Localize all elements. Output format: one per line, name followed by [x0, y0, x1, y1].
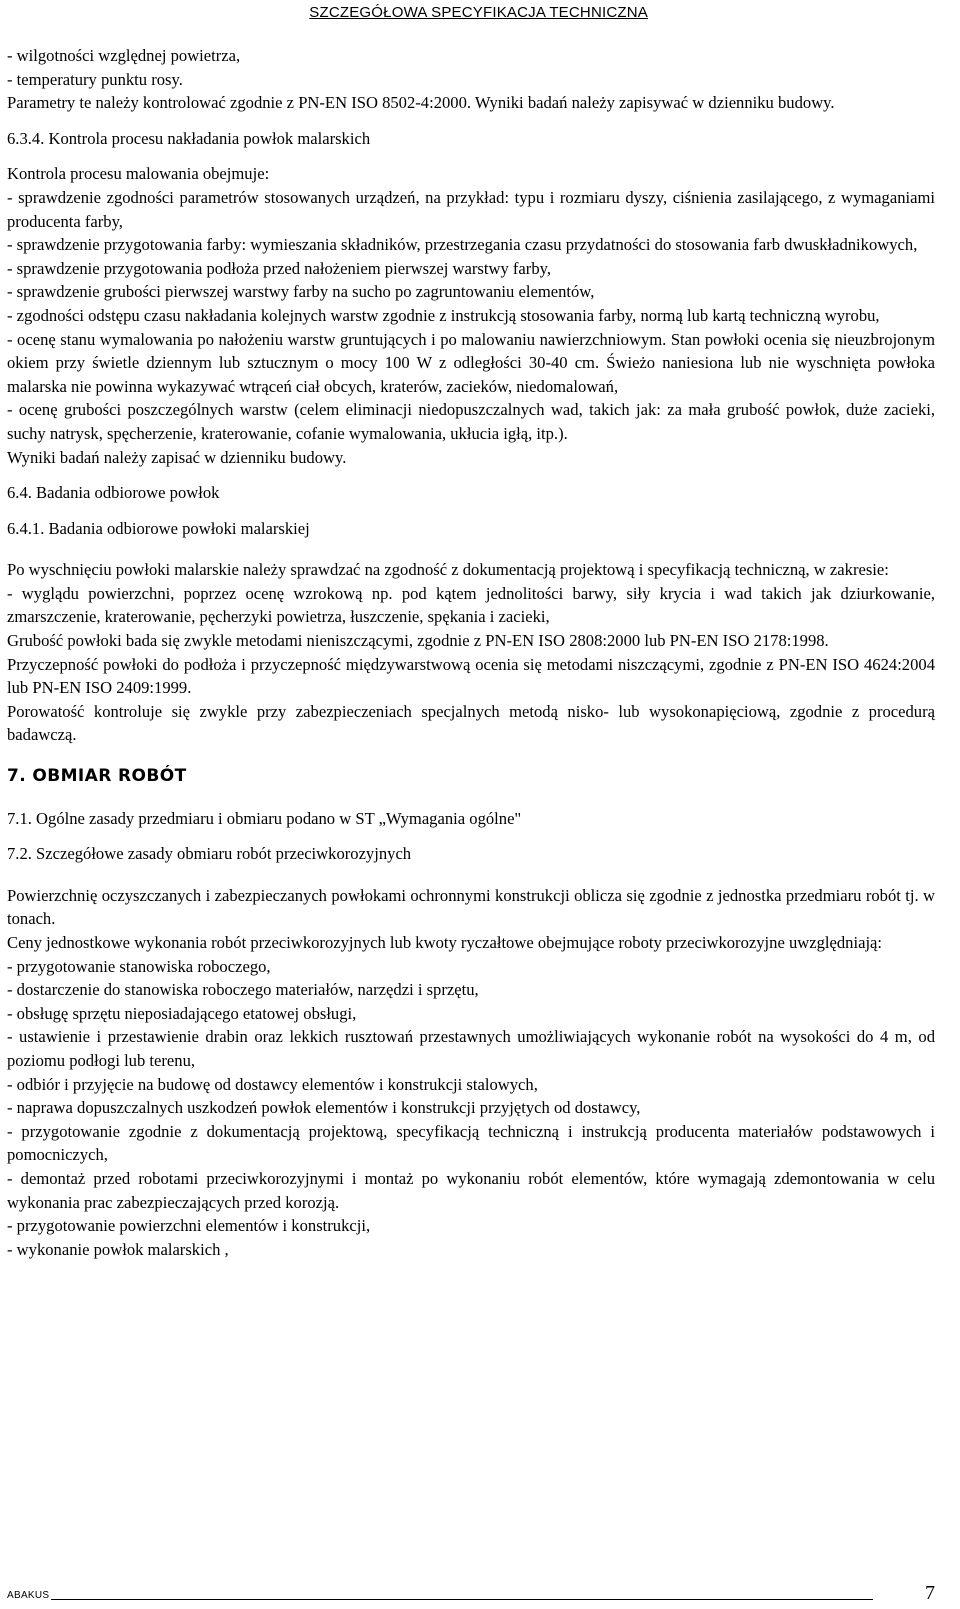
paragraph: - wilgotności względnej powietrza, — [7, 46, 241, 65]
list-item: - sprawdzenie grubości pierwszej warstwy farby na sucho po zagruntowaniu elementów, — [7, 282, 595, 302]
list-item: - ocenę grubości poszczególnych warstw (celem eliminacji niedopuszczalnych wad, takich jak: za mała grubość powłok, duże zacieki, suchy natrysk, spęcherzenie, kraterowanie, cofanie wymalowania, ukłucia igłą, itp.). — [7, 400, 935, 443]
list-item: - sprawdzenie przygotowania farby: wymieszania składników, przestrzegania czasu przydatności do stosowania farb dwuskładnikowych, — [7, 235, 918, 255]
paragraph: Powierzchnię oczyszczanych i zabezpieczanych powłokami ochronnymi konstrukcji oblicza się zgodnie z jednostka przedmiaru robót tj. w tonach. — [7, 885, 935, 929]
list-item: - obsługę sprzętu nieposiadającego etatowej obsługi, — [7, 1003, 357, 1023]
list-item: - sprawdzenie przygotowania podłoża przed nałożeniem pierwszej warstwy farby, — [7, 258, 551, 278]
paragraph: Porowatość kontroluje się zwykle przy zabezpieczeniach specjalnych metodą nisko- lub wysokonapięciową, zgodnie z procedurą badawczą. — [7, 701, 935, 745]
paragraph: Grubość powłoki bada się zwykle metodami nieniszczącymi, zgodnie z PN-EN ISO 2808:2000 lub PN-EN ISO 2178:1998. — [7, 631, 829, 651]
page-number: 7 — [925, 1582, 935, 1604]
paragraph: Przyczepność powłoki do podłoża i przyczepność międzywarstwową ocenia się metodami niszczącymi, zgodnie z PN-EN ISO 4624:2004 lub PN-EN ISO 2409:1999. — [7, 654, 935, 698]
footer-rule — [51, 1599, 873, 1600]
paragraph: Kontrola procesu malowania obejmuje: — [7, 164, 270, 184]
section-heading-6-4-1: 6.4.1. Badania odbiorowe powłoki malarskiej — [7, 518, 310, 538]
paragraph: Wyniki badań należy zapisać w dzienniku budowy. — [7, 447, 347, 467]
paragraph: - temperatury punktu rosy. — [7, 69, 183, 89]
section-heading-7: 7. OBMIAR ROBÓT — [7, 766, 187, 787]
list-item: - dostarczenie do stanowiska roboczego materiałów, narzędzi i sprzętu, — [7, 980, 479, 1000]
list-item: - przygotowanie stanowiska roboczego, — [7, 956, 271, 976]
list-item: - wykonanie powłok malarskich , — [7, 1239, 229, 1259]
paragraph: Ceny jednostkowe wykonania robót przeciwkorozyjnych lub kwoty ryczałtowe obejmujące roboty przeciwkorozyjne uwzględniają: — [7, 933, 883, 952]
list-item: - ocenę stanu wymalowania po nałożeniu warstw gruntujących i po malowaniu nawierzchniowym. Stan powłoki ocenia się nieuzbrojonym okiem przy świetle dziennym lub sztucznym o mocy 100 W z odległości 30-40 cm. Świeżo naniesiona lub nie wyschnięta powłoka malarska nie powinna wykazywać wtrąceń ciał obcych, kraterów, zacieków, niedomalowań, — [7, 329, 935, 396]
list-item: - ustawienie i przestawienie drabin oraz lekkich rusztowań przestawnych umożliwiających wykonanie robót na wysokości do 4 m, od poziomu podłogi lub terenu, — [7, 1027, 935, 1070]
document-body — [7, 44, 935, 1261]
section-heading-6-3-4: 6.3.4. Kontrola procesu nakładania powłok malarskich — [7, 128, 371, 148]
document-header: SZCZEGÓŁOWA SPECYFIKACJA TECHNICZNA — [309, 4, 648, 21]
section-heading-7-2: 7.2. Szczegółowe zasady obmiaru robót przeciwkorozyjnych — [7, 844, 412, 864]
list-item: - zgodności odstępu czasu nakładania kolejnych warstw zgodnie z instrukcją stosowania farby, normą lub kartą techniczną wyrobu, — [7, 305, 880, 325]
page-footer — [7, 1575, 935, 1605]
paragraph: Parametry te należy kontrolować zgodnie z PN-EN ISO 8502-4:2000. Wyniki badań należy zapisywać w dzienniku budowy. — [7, 93, 835, 113]
list-item: - przygotowanie zgodnie z dokumentacją projektową, specyfikacją techniczną i instrukcją producenta materiałów podstawowych i pomocniczych, — [7, 1121, 935, 1165]
list-item: - naprawa dopuszczalnych uszkodzeń powłok elementów i konstrukcji przyjętych od dostawcy, — [7, 1098, 641, 1118]
list-item: - odbiór i przyjęcie na budowę od dostawcy elementów i konstrukcji stalowych, — [7, 1074, 538, 1094]
list-item: - sprawdzenie zgodności parametrów stosowanych urządzeń, na przykład: typu i rozmiaru dyszy, ciśnienia zasilającego, z wymaganiami producenta farby, — [7, 187, 935, 231]
paragraph: Po wyschnięciu powłoki malarskie należy sprawdzać na zgodność z dokumentacją projektową i specyfikacją techniczną, w zakresie: — [7, 560, 889, 580]
list-item: - przygotowanie powierzchni elementów i konstrukcji, — [7, 1216, 371, 1236]
section-heading-7-1: 7.1. Ogólne zasady przedmiaru i obmiaru podano w ST „Wymagania ogólne" — [7, 808, 522, 828]
section-heading-6-4: 6.4. Badania odbiorowe powłok — [7, 483, 220, 503]
list-item: - demontaż przed robotami przeciwkorozyjnymi i montaż po wykonaniu robót elementów, które wymagają zdemontowania w celu wykonania prac zabezpieczających przed korozją. — [7, 1168, 935, 1212]
footer-company: ABAKUS — [7, 1590, 50, 1601]
list-item: - wyglądu powierzchni, poprzez ocenę wzrokową np. pod kątem jednolitości barwy, siły krycia i wad takich jak dziurkowanie, zmarszczenie, kraterowanie, pęcherzyki powietrza, łuszczenie, spękania i zacieki, — [7, 583, 935, 627]
